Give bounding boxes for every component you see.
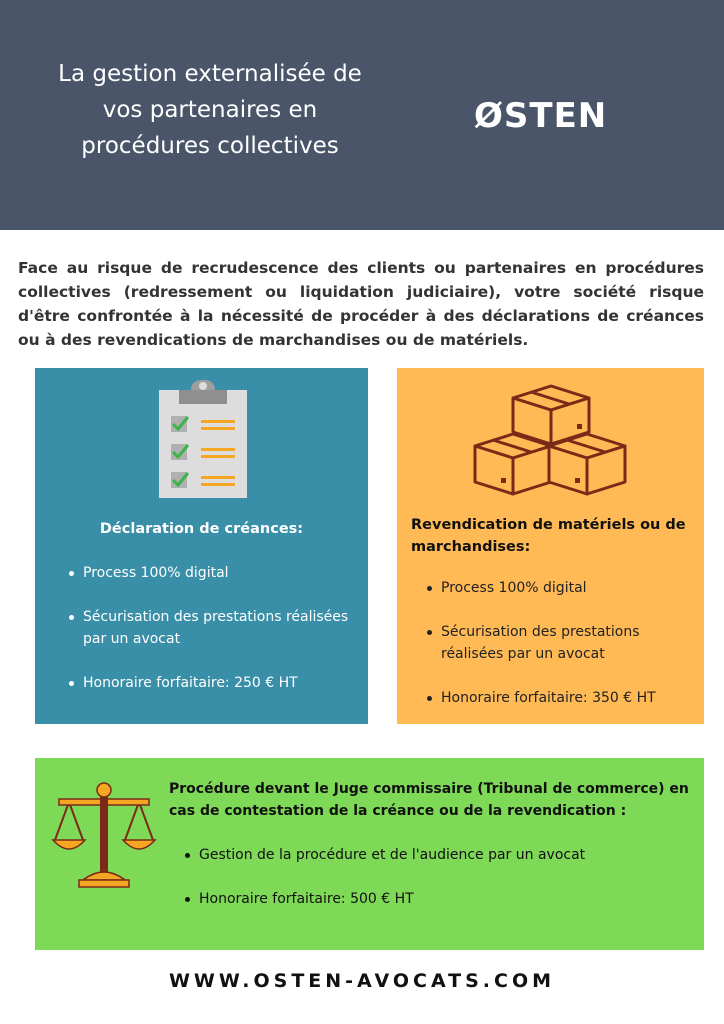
card-title: Revendication de matériels ou de marchandises:: [411, 517, 686, 555]
list-item: Process 100% digital: [425, 577, 695, 599]
list-item: Honoraire forfaitaire: 500 € HT: [183, 888, 683, 910]
page-title: [40, 56, 380, 164]
bullet-list: [67, 562, 357, 716]
title-line-2: vos partenaires en: [102, 97, 318, 123]
card-title: Déclaration de créances:: [99, 521, 304, 537]
list-item: Honoraire forfaitaire: 250 € HT: [67, 672, 357, 694]
list-item: Gestion de la procédure et de l'audience par un avocat: [183, 844, 683, 866]
title-line-3: procédures collectives: [81, 133, 339, 159]
website-link[interactable]: WWW.OSTEN-AVOCATS.COM: [168, 970, 556, 992]
intro-paragraph: Face au risque de recrudescence des clients ou partenaires en procédures collectives (redressement ou liquidation judiciaire), votre société risque d'être confrontée à la nécessité de procéder à des déclarations de créances ou à des revendications de marchandises ou de matériels.: [18, 259, 704, 349]
osten-logo: ØSTEN: [474, 96, 608, 136]
list-item: Process 100% digital: [67, 562, 357, 584]
list-item: Honoraire forfaitaire: 350 € HT: [425, 687, 695, 709]
boxes-icon: [473, 382, 627, 498]
clipboard-checklist-icon: [157, 378, 249, 500]
bullet-list: [425, 577, 695, 731]
card-declaration-creances: [35, 368, 368, 724]
list-item: Sécurisation des prestations réalisées par un avocat: [67, 606, 357, 650]
procedure-title: Procédure devant le Juge commissaire (Tribunal de commerce) en cas de contestation de la créance ou de la revendication :: [169, 781, 689, 819]
title-line-1: La gestion externalisée de: [58, 61, 362, 87]
card-procedure-juge: [35, 758, 704, 950]
list-item: Sécurisation des prestations réalisées par un avocat: [425, 621, 695, 665]
bullet-list: [183, 844, 683, 932]
header-banner: [0, 0, 724, 230]
scales-of-justice-icon: [51, 780, 157, 890]
card-revendication: [397, 368, 704, 724]
